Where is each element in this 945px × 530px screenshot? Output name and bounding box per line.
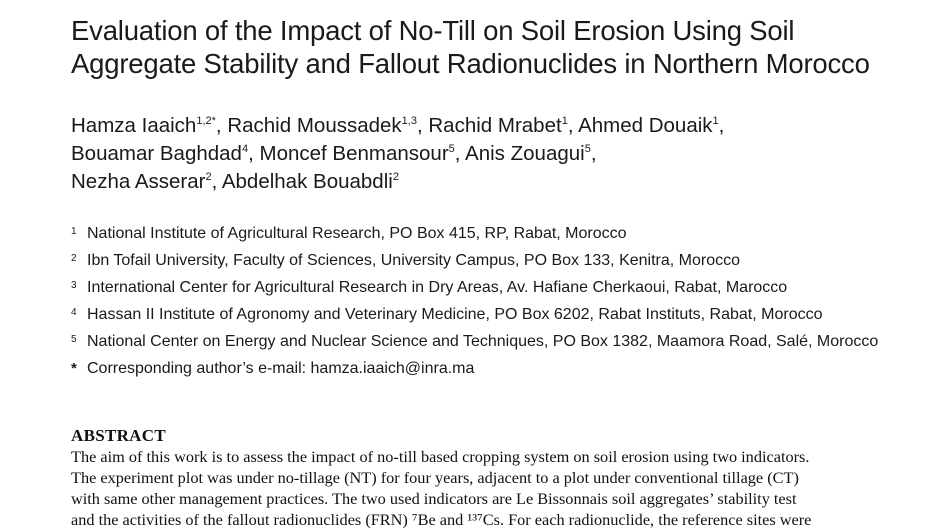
- affiliation-text: National Institute of Agricultural Research, PO Box 415, RP, Rabat, Morocco: [87, 225, 627, 242]
- author-name: Ahmed Douaik: [578, 114, 713, 137]
- author-separator: ,: [590, 142, 597, 165]
- paper-title: [71, 14, 931, 80]
- affiliation-mark: 2: [71, 253, 77, 264]
- author-affiliation-marks: 2: [392, 171, 399, 183]
- affiliation-item: [71, 247, 941, 274]
- affiliation-text: Hassan II Institute of Agronomy and Veterinary Medicine, PO Box 6202, Rabat Instituts, Rabat, Morocco: [87, 306, 823, 323]
- corresponding-author-email: Corresponding author’s e-mail: hamza.iaaich@inra.ma: [87, 360, 475, 377]
- author-name: Moncef Benmansour: [259, 142, 449, 165]
- affiliation-text: Ibn Tofail University, Faculty of Sciences, University Campus, PO Box 133, Kenitra, Morocco: [87, 252, 740, 269]
- abstract-body: [71, 446, 896, 530]
- abstract-section: [71, 425, 896, 530]
- affiliation-item: [71, 220, 941, 247]
- author-name: Hamza Iaaich: [71, 114, 197, 137]
- author-affiliation-marks: 1: [561, 115, 568, 127]
- abstract-line: with same other management practices. The two used indicators are Le Bissonnais soil aggregates’ stability test: [71, 489, 797, 508]
- author-affiliation-marks: 1: [712, 115, 719, 127]
- affiliation-text: International Center for Agricultural Research in Dry Areas, Av. Hafiane Cherkaoui, Rabat, Marocco: [87, 279, 788, 296]
- affiliation-mark: 4: [71, 307, 77, 318]
- affiliation-list: [71, 220, 941, 382]
- author-list: [71, 112, 931, 196]
- corresponding-author-mark: *: [71, 360, 77, 377]
- affiliation-mark: 5: [71, 334, 77, 345]
- author-name: Rachid Moussadek: [227, 114, 402, 137]
- author-separator: ,: [211, 170, 222, 193]
- author-line-3: [71, 168, 931, 196]
- author-affiliation-marks: 5: [584, 143, 591, 155]
- affiliation-item: [71, 328, 941, 355]
- author-name: Anis Zouagui: [465, 142, 585, 165]
- author-line-2: [71, 140, 931, 168]
- author-separator: ,: [215, 114, 228, 137]
- title-line-1: Evaluation of the Impact of No-Till on Soil Erosion Using Soil: [71, 15, 795, 46]
- affiliation-mark: 3: [71, 280, 77, 291]
- abstract-heading: ABSTRACT: [71, 426, 166, 445]
- author-name: Nezha Asserar: [71, 170, 206, 193]
- affiliation-item: [71, 301, 941, 328]
- author-separator: ,: [718, 114, 725, 137]
- author-name: Abdelhak Bouabdli: [221, 170, 393, 193]
- affiliation-mark: 1: [71, 226, 77, 237]
- author-separator: ,: [567, 114, 579, 137]
- author-name: Rachid Mrabet: [428, 114, 562, 137]
- affiliation-item: [71, 274, 941, 301]
- author-separator: ,: [454, 142, 466, 165]
- author-affiliation-marks: 4: [241, 143, 249, 155]
- affiliation-text: National Center on Energy and Nuclear Science and Techniques, PO Box 1382, Maamora Road, Salé, Morocco: [87, 333, 879, 350]
- abstract-line: The experiment plot was under no-tillage (NT) for four years, adjacent to a plot under conventional tillage (CT): [71, 468, 799, 487]
- author-affiliation-marks: 2: [205, 171, 212, 183]
- author-name: Bouamar Baghdad: [71, 142, 242, 165]
- abstract-line: and the activities of the fallout radionuclides (FRN) ⁷Be and ¹³⁷Cs. For each radionuclide, the reference sites were: [71, 510, 812, 529]
- author-affiliation-marks: 5: [448, 143, 455, 155]
- author-separator: ,: [248, 142, 260, 165]
- author-affiliation-marks: 1,2*: [196, 115, 216, 127]
- author-separator: ,: [416, 114, 429, 137]
- affiliation-item-corresponding: [71, 355, 941, 382]
- author-affiliation-marks: 1,3: [401, 115, 417, 127]
- title-line-2: Aggregate Stability and Fallout Radionuclides in Northern Morocco: [71, 48, 870, 79]
- author-line-1: [71, 112, 931, 140]
- abstract-line: The aim of this work is to assess the impact of no-till based cropping system on soil erosion using two indicators.: [71, 447, 810, 466]
